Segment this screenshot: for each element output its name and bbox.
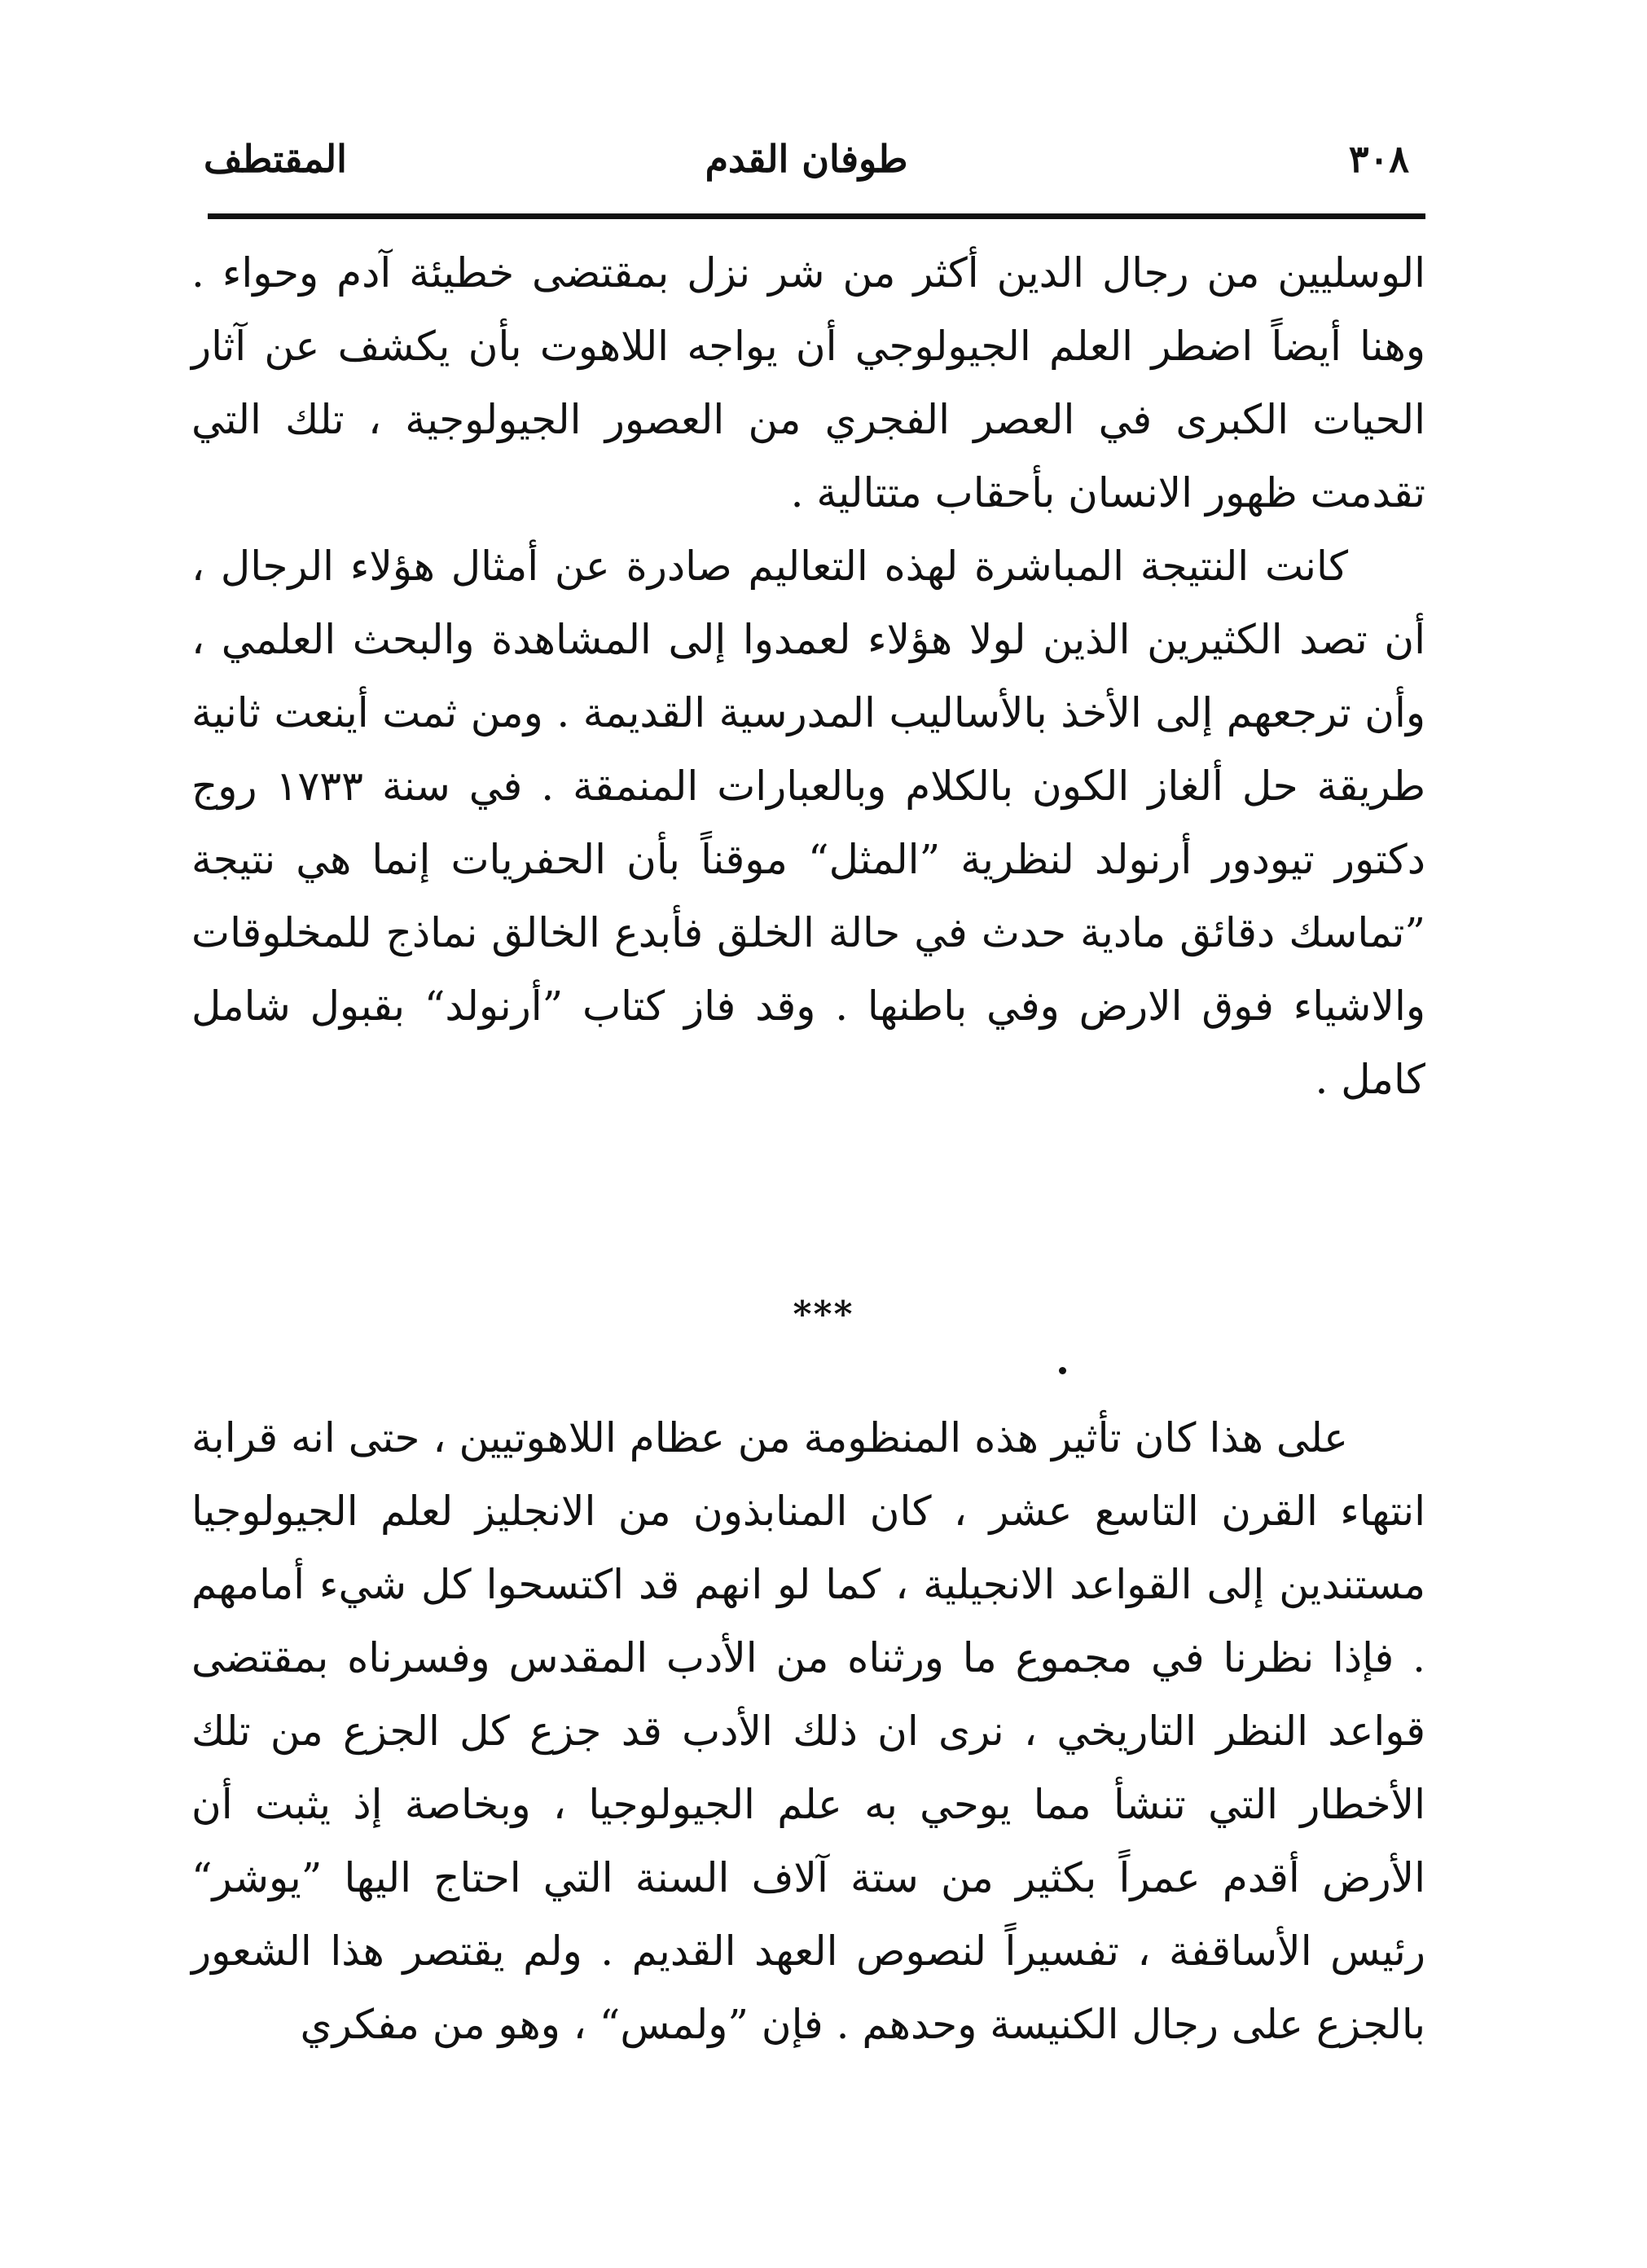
print-speck [1059, 1367, 1066, 1374]
paragraph: كانت النتيجة المباشرة لهذه التعاليم صادرة عن أمثال هؤلاء الرجال ، أن تصد الكثيرين الذين لولا هؤلاء لعمدوا إلى المشاهدة والبحث العلمي ، وأن ترجعهم إلى الأخذ بالأساليب المدرسية القديمة . ومن ثمت أينعت ثانية طريقة حل ألغاز الكون بالكلام وبالعبارات المنمقة . في سنة ١٧٣٣ روج دكتور تيودور أرنولد لنظرية ”المثل“ موقناً بأن الحفريات إنما هي نتيجة ”تماسك دقائق مادية حدث في حالة الخلق فأبدع الخالق نماذج للمخلوقات والاشياء فوق الارض وفي باطنها . وقد فاز كتاب ”أرنولد“ بقبول شامل كامل . [191, 543, 1425, 1103]
page-header [204, 122, 1409, 196]
paragraph: على هذا كان تأثير هذه المنظومة من عظام اللاهوتيين ، حتى انه قرابة انتهاء القرن التاسع عشر ، كان المنابذون من الانجليز لعلم الجيولوجيا مستندين إلى القواعد الانجيلية ، كما لو انهم قد اكتسحوا كل شيء أمامهم . فإذا نظرنا في مجموع ما ورثناه من الأدب المقدس وفسرناه بمقتضى قواعد النظر التاريخي ، نرى ان ذلك الأدب قد جزع كل الجزع من تلك الأخطار التي تنشأ مما يوحي به علم الجيولوجيا ، وبخاصة إذ يثبت أن الأرض أقدم عمراً بكثير من ستة آلاف السنة التي احتاج اليها ”يوشر“ رئيس الأساقفة ، تفسيراً لنصوص العهد القديم . ولم يقتصر هذا الشعور بالجزع على رجال الكنيسة وحدهم . فإن ”ولمس“ ، وهو من مفكري [191, 1414, 1425, 2048]
section-ornament: *** [793, 1294, 854, 1335]
text-block-bottom [191, 1401, 1425, 2061]
page-number: ٣٠٨ [1348, 137, 1409, 181]
header-rule [208, 213, 1425, 219]
running-title: طوفان القدم [705, 137, 908, 181]
paragraph: الوسليين من رجال الدين أكثر من شر نزل بمقتضى خطيئة آدم وحواء . وهنا أيضاً اضطر العلم الجيولوجي أن يواجه اللاهوت بأن يكشف عن آثار الحيات الكبرى في العصر الفجري من العصور الجيولوجية ، تلك التي تقدمت ظهور الانسان بأحقاب متتالية . [191, 249, 1425, 516]
journal-name: المقتطف [204, 137, 347, 181]
text-block-top [191, 236, 1425, 1116]
